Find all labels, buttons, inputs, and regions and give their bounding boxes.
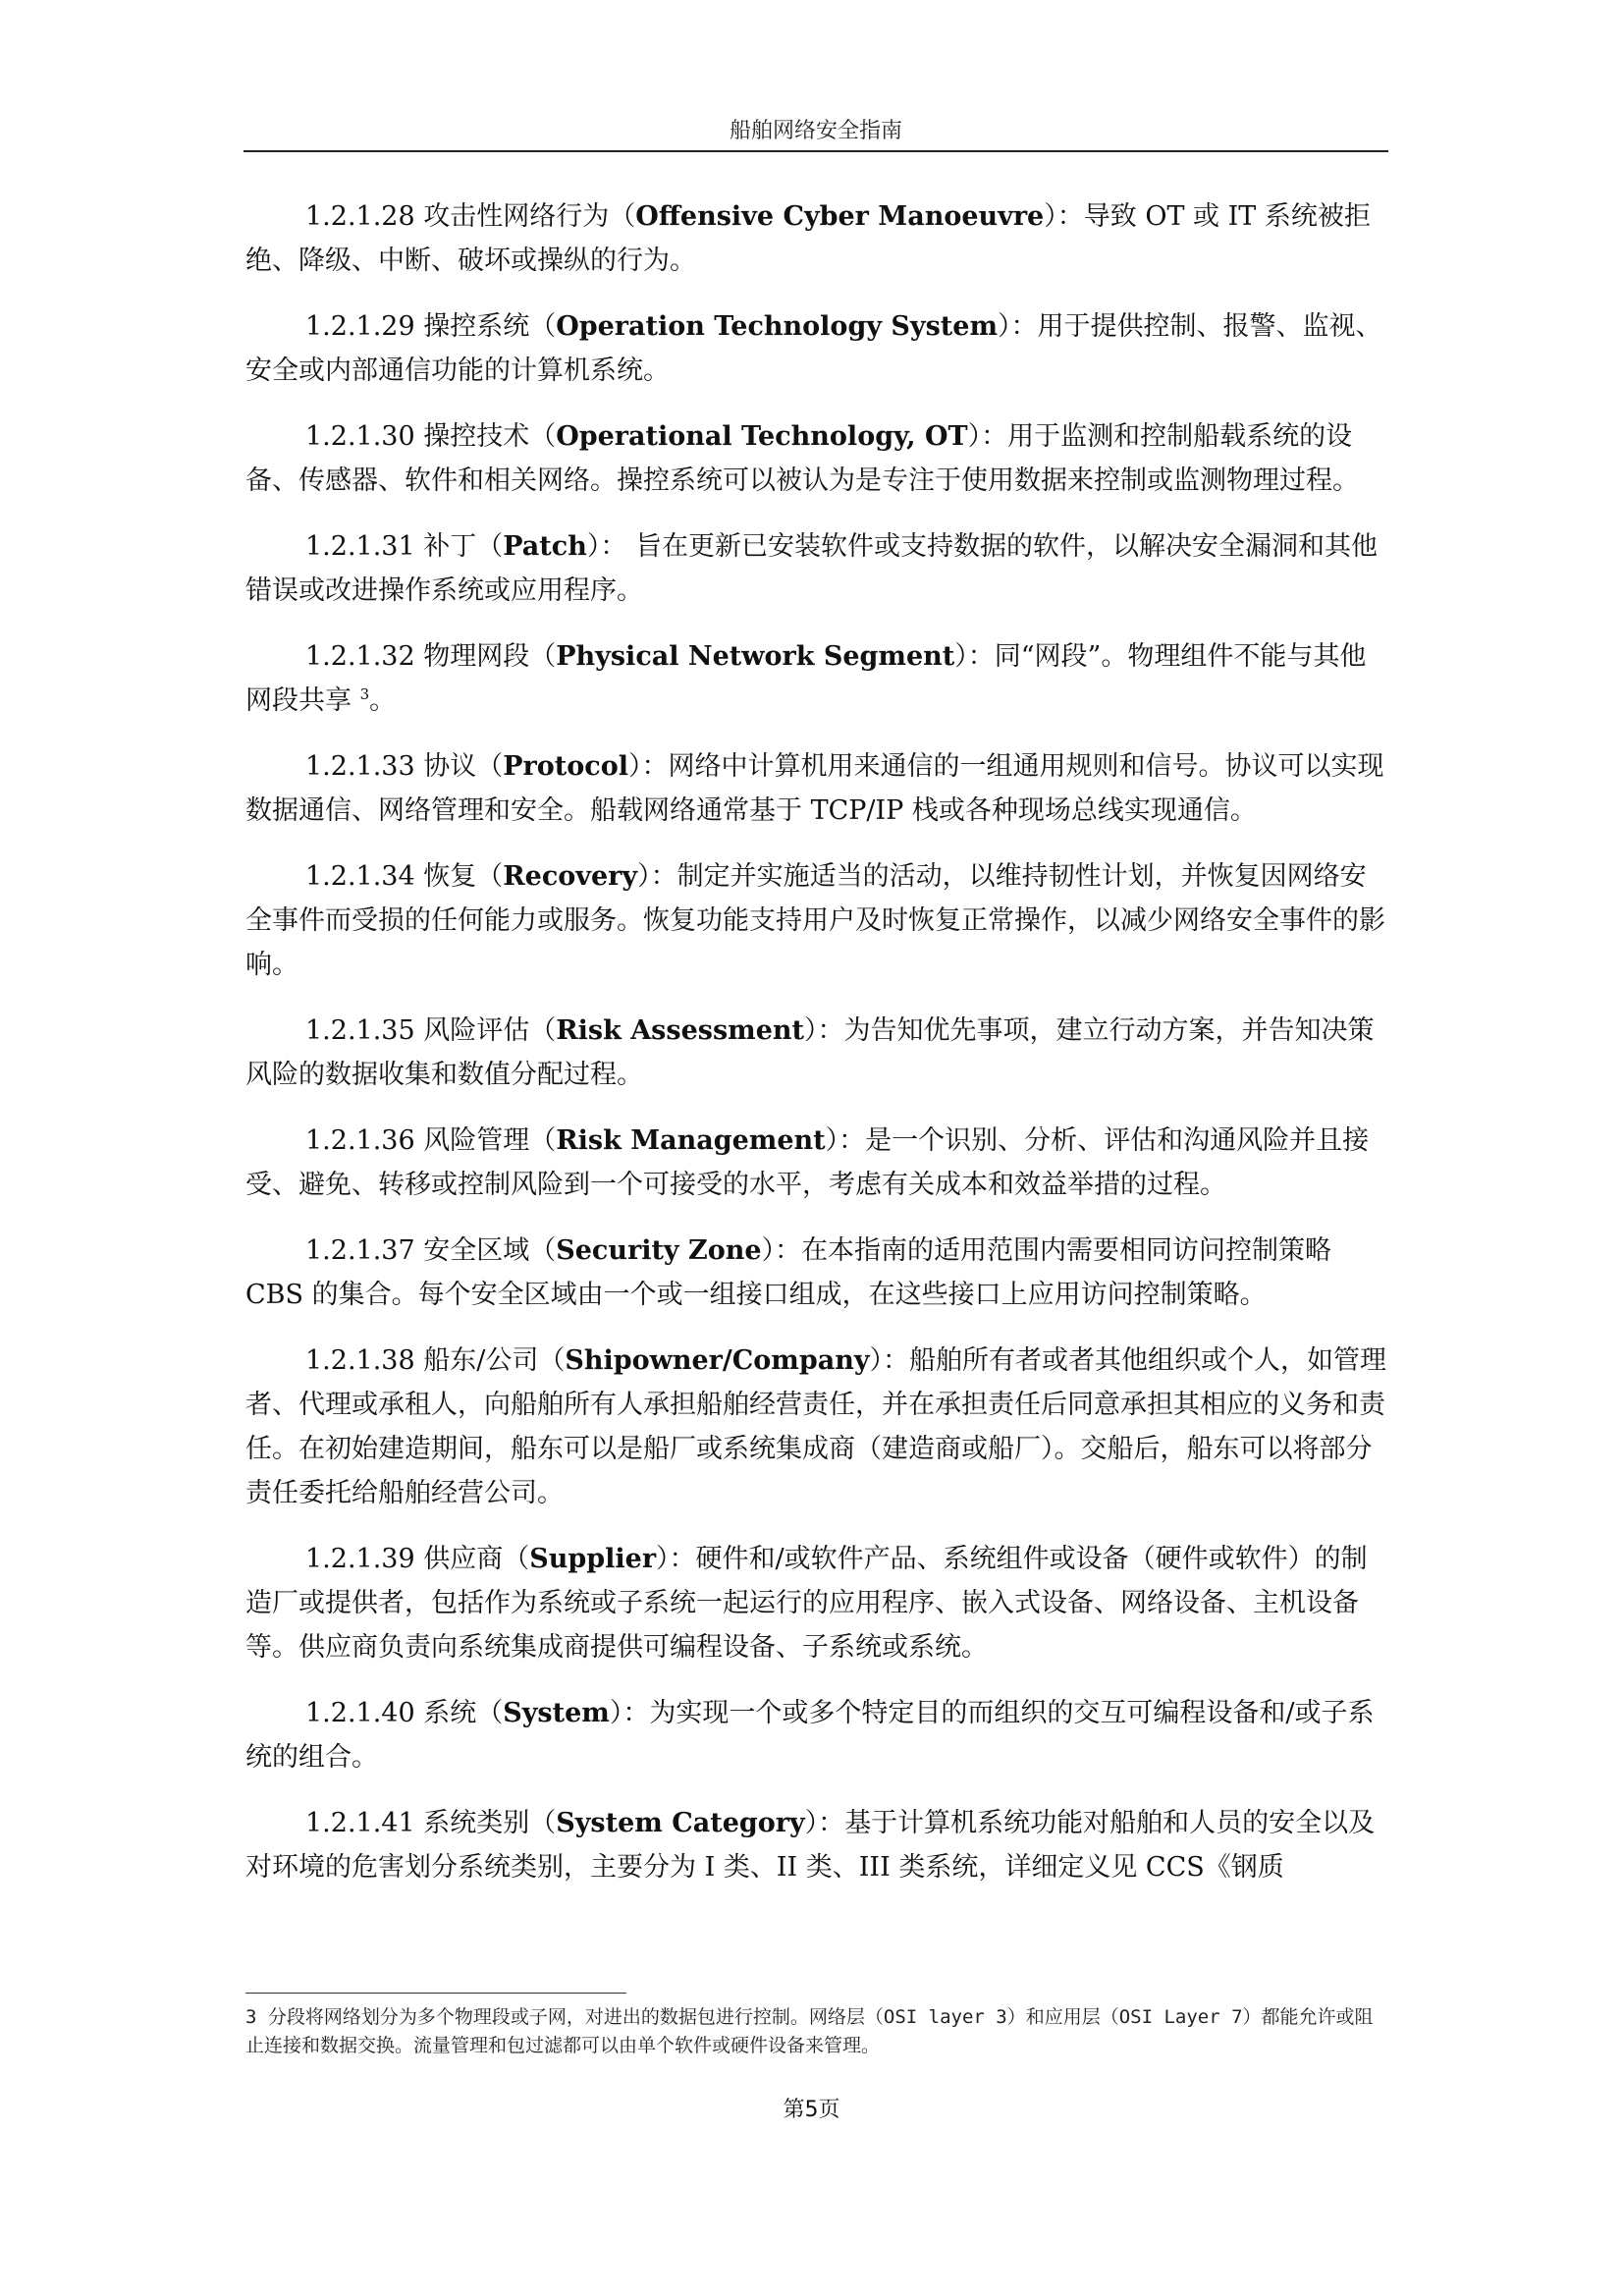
definition-text: 基于计算机系统功能对船舶和人员的安全以及对环境的危害划分系统类别，主要分为 I 类、II 类、III 类系统，详细定义见 CCS《钢质 <box>245 1808 1376 1883</box>
definition-text: 用于监测和控制船载系统的设备、传感器、软件和相关网络。操控系统可以被认为是专注于使用数据来控制或监测物理过程。 <box>245 421 1359 496</box>
body-text <box>245 194 1386 1911</box>
definition-text: 为告知优先事项，建立行动方案，并告知决策风险的数据收集和数值分配过程。 <box>245 1015 1375 1090</box>
definition-paragraph <box>245 1229 1386 1317</box>
term-close: ）： <box>869 1345 910 1376</box>
clause-number: 1.2.1.41 <box>305 1808 415 1838</box>
definition-tail: 。 <box>369 685 397 716</box>
definition-paragraph <box>245 1009 1386 1097</box>
term-chinese: 物理网段（ <box>423 641 557 672</box>
definition-text: 导致 OT 或 IT 系统被拒绝、降级、中断、破坏或操纵的行为。 <box>245 201 1371 276</box>
term-chinese: 协议（ <box>423 751 504 782</box>
term-close: ）： <box>804 1808 845 1838</box>
term-close: ）： <box>627 751 669 782</box>
term-close: ）： <box>609 1698 650 1728</box>
term-english: Supplier <box>529 1544 657 1574</box>
term-close: ）： <box>656 1544 696 1574</box>
term-english: Physical Network Segment <box>556 641 955 672</box>
definition-text: 在本指南的适用范围内需要相同访问控制策略 CBS 的集合。每个安全区域由一个或一组接口组成，在这些接口上应用访问控制策略。 <box>245 1235 1332 1310</box>
definition-paragraph <box>245 1119 1386 1207</box>
definition-paragraph <box>245 194 1386 283</box>
term-close: ）： <box>586 531 627 562</box>
term-close: ）： <box>1044 201 1084 232</box>
clause-number: 1.2.1.30 <box>305 421 415 452</box>
definition-paragraph <box>245 1537 1386 1669</box>
definition-text: 用于提供控制、报警、监视、安全或内部通信功能的计算机系统。 <box>245 311 1382 386</box>
term-english: Operational Technology, OT <box>556 421 968 452</box>
definition-paragraph <box>245 304 1386 393</box>
definition-paragraph <box>245 854 1386 987</box>
term-chinese: 船东/公司（ <box>423 1345 566 1376</box>
definition-text: 为实现一个或多个特定目的而组织的交互可编程设备和/或子系统的组合。 <box>245 1698 1375 1773</box>
clause-number: 1.2.1.32 <box>305 641 415 672</box>
definition-text: 硬件和/或软件产品、系统组件或设备（硬件或软件）的制造厂或提供者，包括作为系统或子系统一起运行的应用程序、嵌入式设备、网络设备、主机设备等。供应商负责向系统集成商提供可编程设备、子系统或系统。 <box>245 1544 1368 1663</box>
term-close: ）： <box>954 641 995 672</box>
footnote-reference[interactable]: 3 <box>359 685 370 703</box>
header-divider <box>243 150 1388 152</box>
term-english: System <box>503 1698 610 1728</box>
term-english: Recovery <box>503 861 638 892</box>
term-english: Risk Management <box>556 1125 826 1156</box>
definition-text: 船舶所有者或者其他组织或个人，如管理者、代理或承租人，向船舶所有人承担船舶经营责任，并在承担责任后同意承担其相应的义务和责任。在初始建造期间，船东可以是船厂或系统集成商（建造商或船厂）。交船后，船东可以将部分责任委托给船舶经营公司。 <box>245 1345 1387 1508</box>
term-english: System Category <box>556 1808 805 1838</box>
page-number: 第5页 <box>783 2098 840 2122</box>
clause-number: 1.2.1.31 <box>305 531 415 562</box>
running-header-title: 船舶网络安全指南 <box>729 119 902 143</box>
clause-number: 1.2.1.29 <box>305 311 415 342</box>
term-english: Shipowner/Company <box>565 1345 870 1376</box>
term-chinese: 操控技术（ <box>423 421 557 452</box>
term-chinese: 攻击性网络行为（ <box>423 201 636 232</box>
term-chinese: 操控系统（ <box>423 311 557 342</box>
term-close: ）： <box>825 1125 866 1156</box>
definition-paragraph <box>245 1801 1386 1889</box>
definition-text: 是一个识别、分析、评估和沟通风险并且接受、避免、转移或控制风险到一个可接受的水平，考虑有关成本和效益举措的过程。 <box>245 1125 1370 1200</box>
term-chinese: 恢复（ <box>423 861 504 892</box>
definition-paragraph <box>245 1339 1386 1515</box>
definition-paragraph <box>245 634 1386 723</box>
term-english: Operation Technology System <box>556 311 999 342</box>
term-close: ）： <box>998 311 1038 342</box>
term-close: ）： <box>967 421 1008 452</box>
term-chinese: 系统类别（ <box>423 1808 557 1838</box>
term-chinese: 安全区域（ <box>423 1235 557 1266</box>
term-chinese: 风险管理（ <box>423 1125 557 1156</box>
term-chinese: 补丁（ <box>423 531 504 562</box>
clause-number: 1.2.1.35 <box>305 1015 415 1046</box>
definition-paragraph <box>245 414 1386 503</box>
clause-number: 1.2.1.39 <box>305 1544 415 1574</box>
term-close: ）： <box>761 1235 802 1266</box>
clause-number: 1.2.1.38 <box>305 1345 415 1376</box>
term-english: Protocol <box>503 751 628 782</box>
term-chinese: 系统（ <box>423 1698 504 1728</box>
term-close: ）： <box>637 861 677 892</box>
definition-text: 制定并实施适当的活动，以维持韧性计划，并恢复因网络安全事件而受损的任何能力或服务。恢复功能支持用户及时恢复正常操作，以减少网络安全事件的影响。 <box>245 861 1385 980</box>
clause-number: 1.2.1.36 <box>305 1125 415 1156</box>
definition-paragraph <box>245 1691 1386 1779</box>
term-chinese: 供应商（ <box>423 1544 530 1574</box>
definition-text: 网络中计算机用来通信的一组通用规则和信号。协议可以实现数据通信、网络管理和安全。船载网络通常基于 TCP/IP 栈或各种现场总线实现通信。 <box>245 751 1384 826</box>
definition-paragraph <box>245 524 1386 613</box>
clause-number: 1.2.1.37 <box>305 1235 415 1266</box>
clause-number: 1.2.1.40 <box>305 1698 415 1728</box>
footnote-divider <box>245 1993 626 1994</box>
term-english: Security Zone <box>556 1235 762 1266</box>
term-chinese: 风险评估（ <box>423 1015 557 1046</box>
definition-text: 同“网段”。物理组件不能与其他网段共享 <box>245 641 1367 716</box>
term-english: Offensive Cyber Manoeuvre <box>635 201 1045 232</box>
term-english: Patch <box>503 531 587 562</box>
definition-paragraph <box>245 744 1386 833</box>
footnote-text: 3 分段将网络划分为多个物理段或子网，对进出的数据包进行控制。网络层（OSI layer 3）和应用层（OSI Layer 7）都能允许或阻止连接和数据交换。流量管理和包过滤都可以由单个软件或硬件设备来管理。 <box>245 2006 1374 2056</box>
term-close: ）： <box>804 1015 844 1046</box>
clause-number: 1.2.1.33 <box>305 751 415 782</box>
clause-number: 1.2.1.34 <box>305 861 415 892</box>
definition-text: 旨在更新已安装软件或支持数据的软件，以解决安全漏洞和其他错误或改进操作系统或应用程序。 <box>245 531 1378 606</box>
term-english: Risk Assessment <box>556 1015 805 1046</box>
clause-number: 1.2.1.28 <box>305 201 415 232</box>
